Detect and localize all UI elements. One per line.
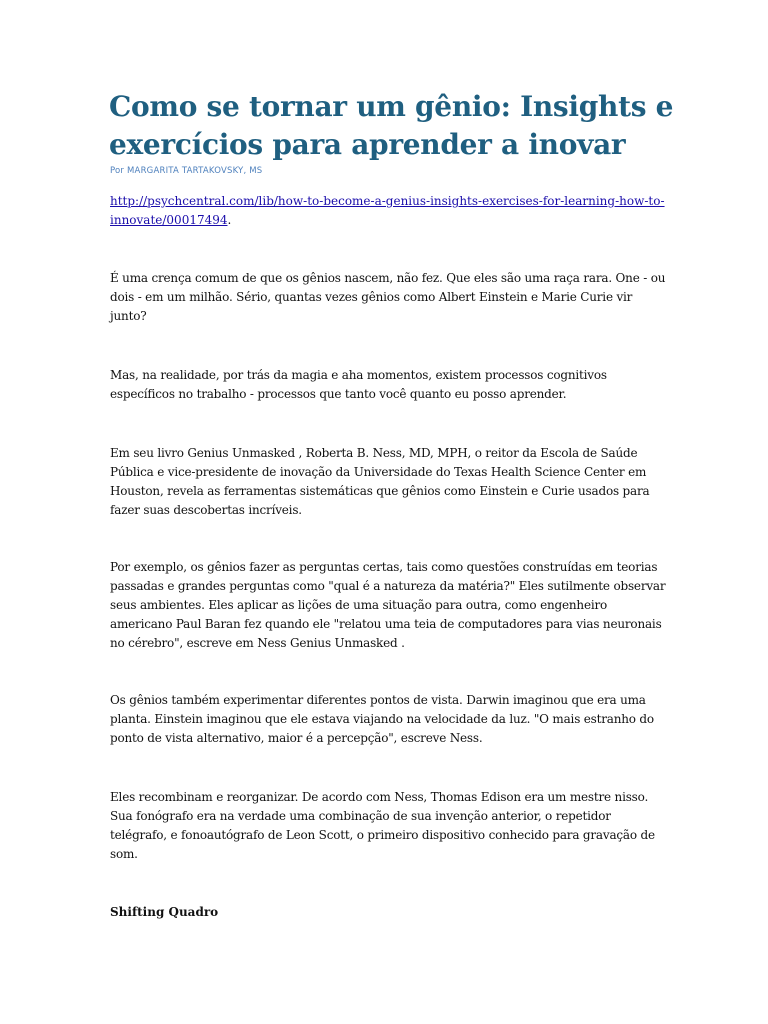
section-heading: Shifting Quadro [110,905,219,919]
article-title: Como se tornar um gênio: Insights e exercícios para aprender a inovar [109,90,674,161]
body-paragraph: Em seu livro Genius Unmasked , Roberta B. Ness, MD, MPH, o reitor da Escola de Saúde Pública e vice-presidente de inovação da Universidade do Texas Health Science Center em Houston, revela as ferramentas sistemáticas que gênios como Einstein e Curie usados para fazer suas descobertas incríveis. [110,446,650,517]
article-byline: Por MARGARITA TARTAKOVSKY, MS [110,166,263,176]
source-url-suffix: . [227,213,232,227]
body-paragraph: Mas, na realidade, por trás da magia e aha momentos, existem processos cognitivos específicos no trabalho - processos que tanto você quanto eu posso aprender. [110,368,607,401]
body-paragraph: Eles recombinam e reorganizar. De acordo com Ness, Thomas Edison era um mestre nisso. Sua fonógrafo era na verdade uma combinação de sua invenção anterior, o repetidor telégrafo, e fonoautógrafo de Leon Scott, o primeiro dispositivo conhecido para gravação de som. [110,790,655,861]
body-paragraph: É uma crença comum de que os gênios nascem, não fez. Que eles são uma raça rara. One - ou dois - em um milhão. Sério, quantas vezes gênios como Albert Einstein e Marie Curie vir junto? [110,271,666,323]
body-paragraph: Os gênios também experimentar diferentes pontos de vista. Darwin imaginou que era uma planta. Einstein imaginou que ele estava viajando na velocidade da luz. "O mais estranho do ponto de vista alternativo, maior é a percepção", escreve Ness. [110,693,654,745]
body-paragraph: Por exemplo, os gênios fazer as perguntas certas, tais como questões construídas em teorias passadas e grandes perguntas como "qual é a natureza da matéria?" Eles sutilmente observar seus ambientes. Eles aplicar as lições de uma situação para outra, como engenheiro americano Paul Baran fez quando ele "relatou uma teia de computadores para vias neuronais no cérebro", escreve em Ness Genius Unmasked . [110,560,666,650]
source-url-link[interactable]: http://psychcentral.com/lib/how-to-become-a-genius-insights-exercises-for-learning-how-to-innovate/00017494 [110,194,665,227]
source-link-line [110,192,670,230]
